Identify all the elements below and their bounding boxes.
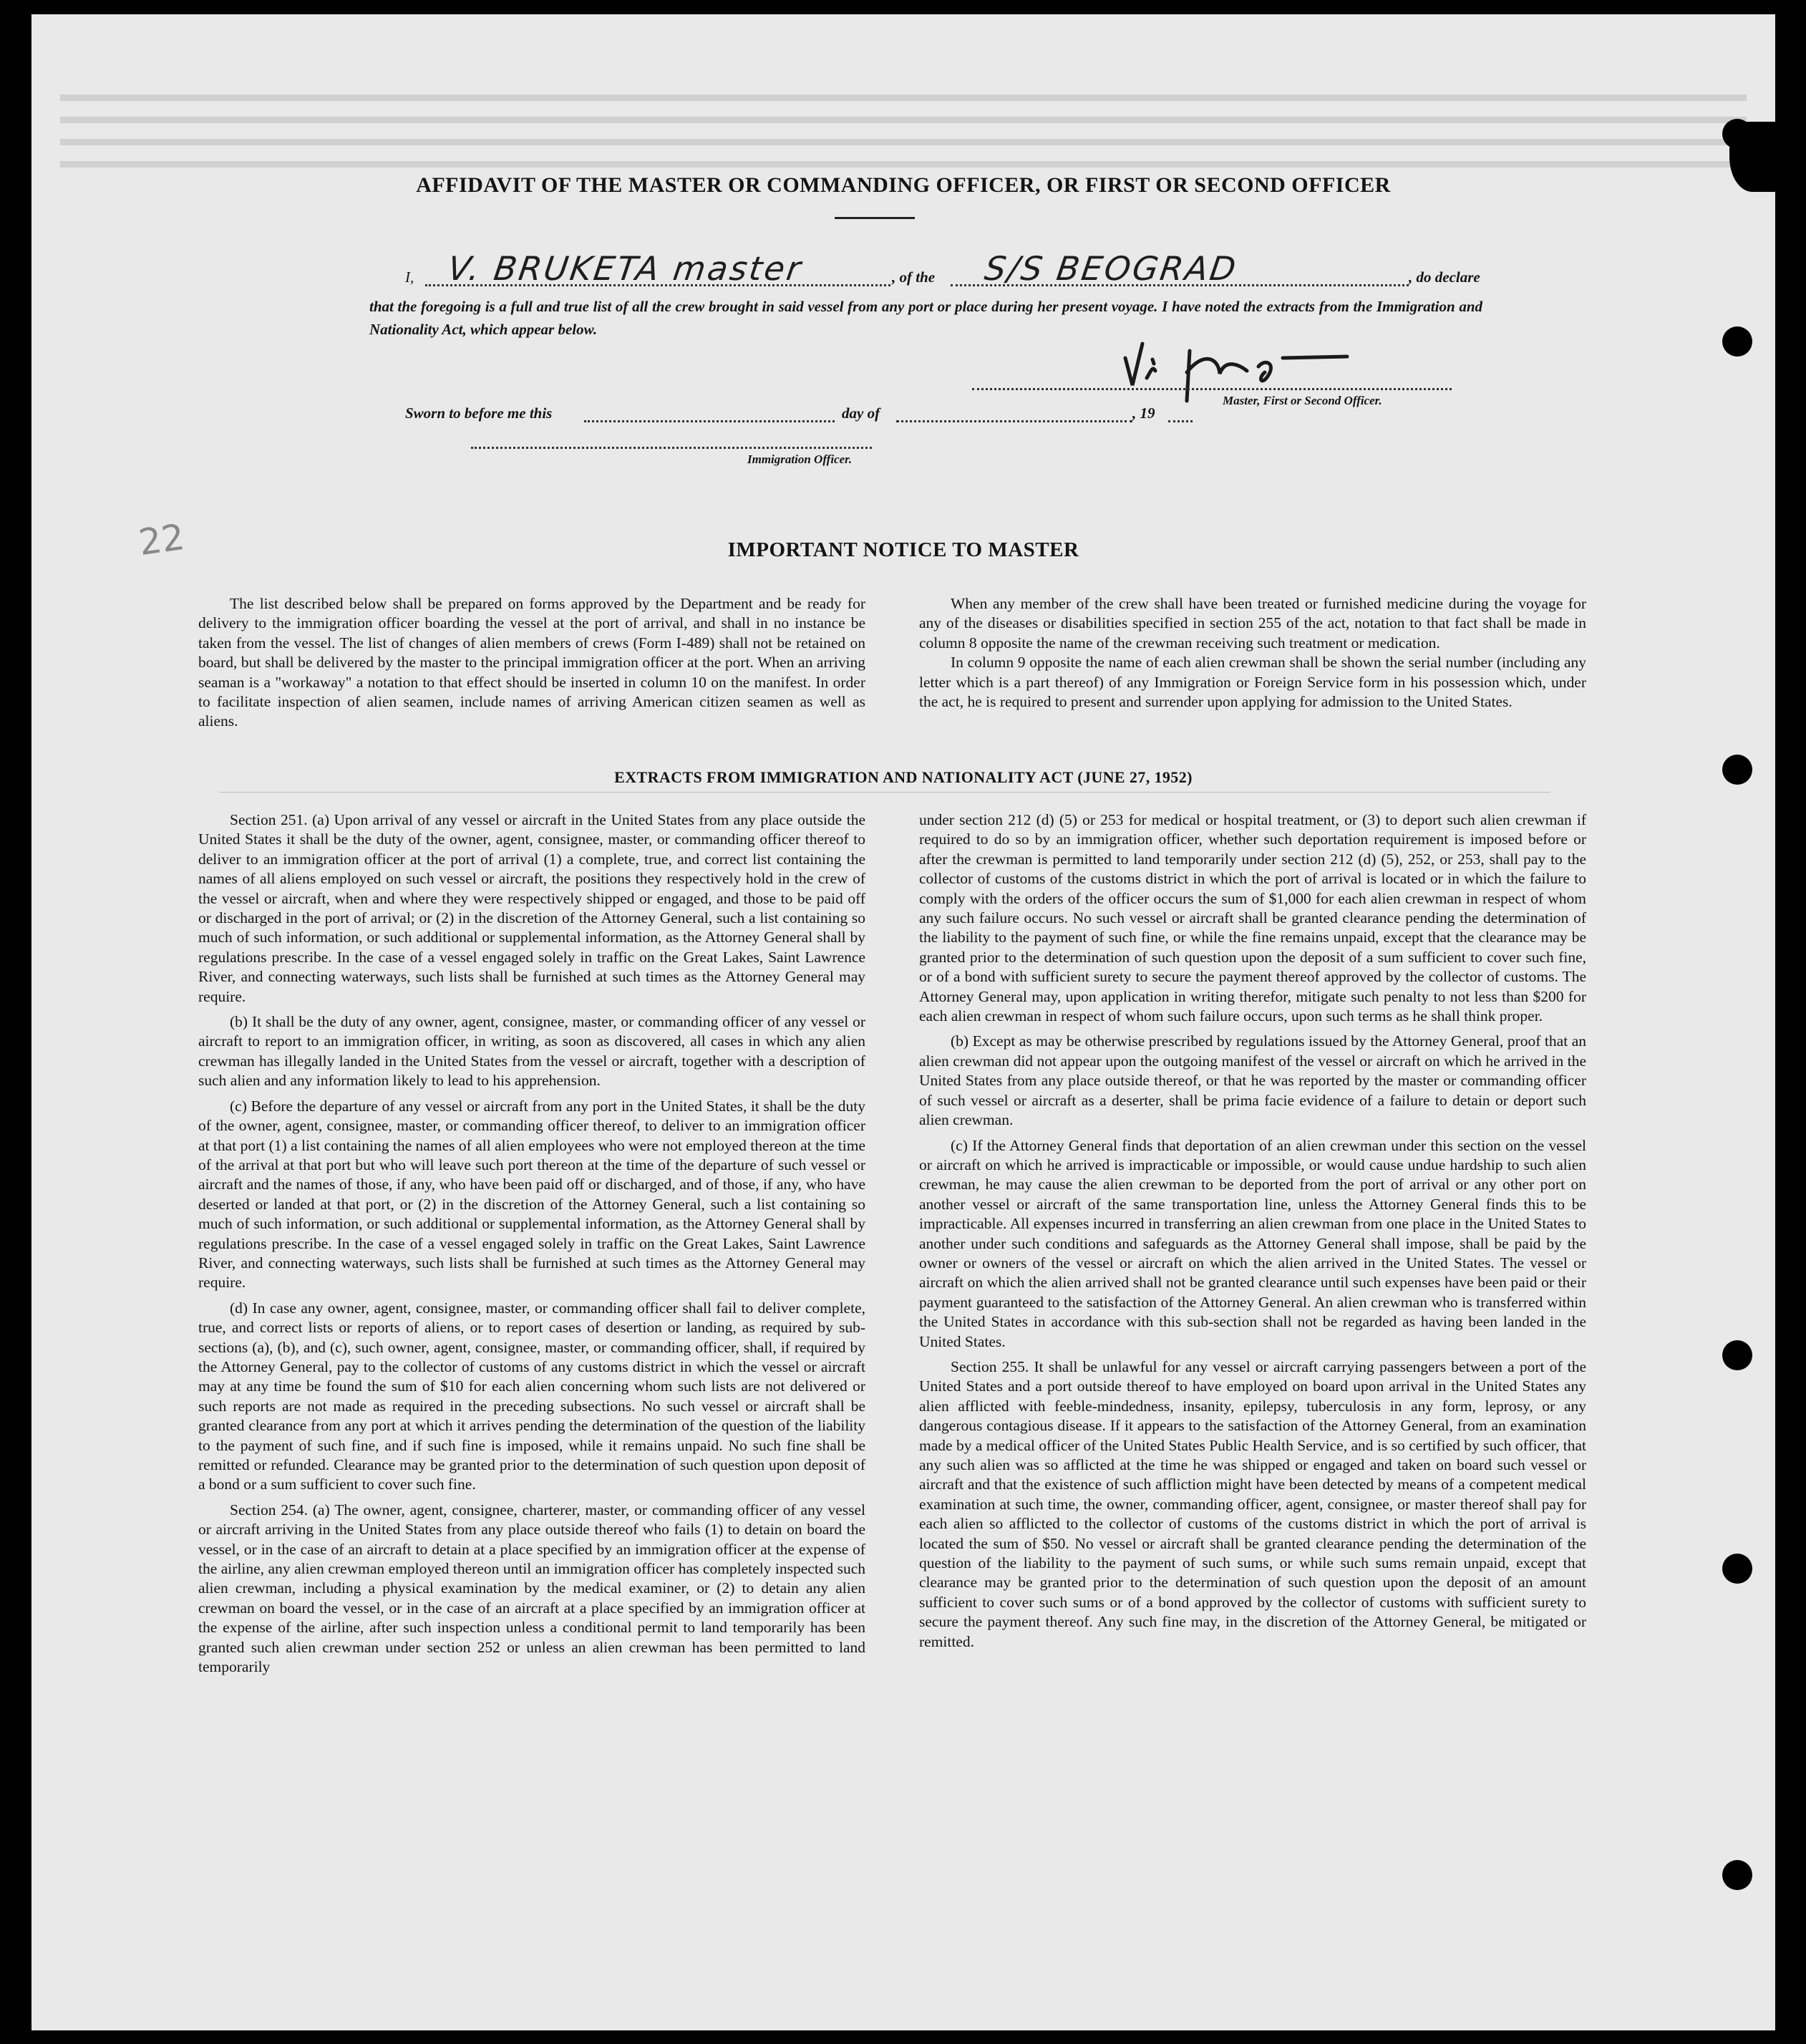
year-prefix: , 19 (1132, 405, 1155, 422)
title-rule (835, 217, 915, 219)
notice-title: IMPORTANT NOTICE TO MASTER (727, 538, 1079, 561)
sworn-year-field (1168, 420, 1193, 422)
notice-paragraph: When any member of the crew shall have been treated or furnished medicine during the voyage for any of the diseases or disabilities specified in section 255 of the act, notation to that fact shall be made in column 8 opposite the name of the crewman receiving such treatment or medication. (919, 595, 1586, 652)
sworn-day-field (584, 420, 835, 422)
sworn-prefix: Sworn to before me this (405, 405, 553, 422)
section-paragraph: under section 212 (d) (5) or 253 for medical or hospital treatment, or (3) to deport such alien crewman if required to do so by an immigration officer, whether such deportation requirement is imposed before or after the crewman is permitted to land temporarily under section 212 (d) (5), 252, or 253, shall pay to the collector of customs of the customs district in which the port of arrival is located or in which the failure to comply with the orders of the officer occurs the sum of $1,000 for each alien crewman in respect of whom any such failure occurs. No such vessel or aircraft shall be granted clearance pending the determination of the liability to the payment of such fine, or while the fine remains unpaid, except that the clearance may be granted prior to the determination of such question upon the deposit of a sum sufficient to cover such fine, or of a bond with sufficient surety to secure the payment thereof approved by the collector of customs. The Attorney General may, upon application in writing therefor, mitigate such penalty to not less than $200 for each alien crewman in respect of whom such failure occurs, upon such terms as he shall think proper. (919, 811, 1586, 1025)
section-paragraph: (d) In case any owner, agent, consignee, master, or commanding officer shall fail to deliver complete, true, and correct lists or reports of aliens, or to report cases of desertion or landing, as required by sub-sections (a), (b), and (c), such owner, agent, consignee, master, or commanding officer, shall, if required by the Attorney General, pay to the collector of customs of any customs district in which the vessel or aircraft may at any time be found the sum of $10 for each alien concerning whom such lists are not delivered or such reports are not made as required in the preceding subsections. No such vessel or aircraft shall be granted clearance from any port at which it arrives pending the determination of the question of the liability to the payment of such fine, and if such fine is imposed, while it remains unpaid. No such fine shall be remitted or refunded. Clearance may be granted prior to the determination of such question upon deposit of a bond or a sum sufficient to cover such fine. (198, 1299, 865, 1493)
day-of-label: day of (842, 405, 880, 422)
document-page (31, 14, 1775, 2030)
declaration-line (369, 251, 1482, 294)
section-paragraph: (b) Except as may be otherwise prescribed by regulations issued by the Attorney General, proof that an alien crewman did not appear upon the outgoing manifest of the vessel or aircraft on which he arrived in the United States from any place outside thereof, or that he was reported by the master or commanding officer of such vessel or aircraft as a deserter, shall be prima facie evidence of a failure to detain or deport such alien crewman. (919, 1032, 1586, 1129)
notice-paragraph: The list described below shall be prepared on forms approved by the Department and be ready for delivery to the immigration officer boarding the vessel at the port of arrival, and shall in no instance be taken from the vessel. The list of changes of alien members of crews (Form I-489) shall not be retained on board, but shall be delivered by the master to the principal immigration officer at the port. When an arriving seaman is a "workaway" a notation to that effect should be inserted in column 10 on the manifest. In order to facilitate inspection of alien seamen, include names of arriving American citizen seamen as well as aliens. (198, 595, 865, 730)
immigration-officer-caption: Immigration Officer. (747, 452, 853, 466)
notice-right-column (919, 594, 1586, 712)
sworn-month-field (896, 420, 1132, 422)
immigration-officer-line (471, 447, 872, 449)
signature-caption: Master, First or Second Officer. (1223, 394, 1382, 407)
handwritten-vessel: S/S BEOGRAD (982, 249, 1241, 288)
section-paragraph: Section 251. (a) Upon arrival of any vessel or aircraft in the United States from any place outside the United States it shall be the duty of the owner, agent, consignee, master, or commanding officer thereof to deliver to an immigration officer at the port of arrival (1) a complete, true, and correct list containing the names of all aliens employed on such vessel or aircraft, the positions they respectively hold in the crew of the vessel or aircraft, when and where they were respectively shipped or engaged, and those to be paid off or discharged in the port of arrival; or (2) in the discretion of the Attorney General, such a list containing so much of such information, or such additional or supplemental information, as the Attorney General shall by regulations prescribe. In the case of a vessel engaged solely in traffic on the Great Lakes, Saint Lawrence River, and connecting waterways, such lists shall be furnished at such times as the Attorney General may require. (198, 811, 865, 1005)
handwritten-name: V. BRUKETA master (445, 249, 805, 288)
section-paragraph: Section 254. (a) The owner, agent, consignee, charterer, master, or commanding officer of any vessel or aircraft arriving in the United States from any place outside thereof who fails (1) to detain on board the vessel, or in the case of an aircraft to detain at a place specified by an immigration officer at the expense of the airline, any alien crewman employed thereon until an immigration officer has completely inspected such alien crewman, including a physical examination by the medical examiner, or (2) to detain any alien crewman on board the vessel, or in the case of an aircraft at a place specified by an immigration officer at the expense of the airline, after such inspection unless a conditional permit to land temporarily has been granted such alien crewman under section 252 or unless an alien crewman has been permitted to land temporarily (198, 1501, 865, 1676)
notice-left-column (198, 594, 865, 732)
bleed-through-text (60, 79, 1747, 222)
extracts-title: EXTRACTS FROM IMMIGRATION AND NATIONALITY ACT (JUNE 27, 1952) (614, 768, 1193, 786)
extracts-left-column (198, 810, 865, 1682)
section-paragraph: Section 255. It shall be unlawful for any vessel or aircraft carrying passengers between a port of the United States and a port outside thereof to have employed on board upon arrival in the United States any alien afflicted with feeble-mindedness, insanity, epilepsy, tuberculosis in any form, leprosy, or any dangerous contagious disease. If it appears to the satisfaction of the Attorney General, from an examination made by a medical officer of the United States Public Health Service, and is so certified by such officer, that any such alien was so afflicted at the time he was shipped or engaged and taken on board such vessel or aircraft and that the existence of such affliction might have been detected by means of a competent medical examination at such time, the owner, commanding officer, agent, consignee, or master thereof shall pay for each alien so afflicted to the collector of customs of the customs district in which the port of arrival is located the sum of $50. No vessel or aircraft shall be granted clearance pending the determination of the question of the liability to the payment of such sums, or while such sums remain unpaid, except that clearance may be granted prior to the determination of such question upon the deposit of an amount sufficient to cover such sums or of a bond approved by the collector of customs with sufficient surety to secure the payment thereof. Any such fine may, in the discretion of the Attorney General, be mitigated or remitted. (919, 1357, 1586, 1650)
punch-hole (1722, 1860, 1752, 1890)
section-paragraph: (c) If the Attorney General finds that deportation of an alien crewman under this section on the vessel or aircraft on which he arrived is impracticable or impossible, or would cause undue hardship to such alien crewman, he may cause the alien crewman to be deported from the port of arrival or any other port on another vessel or aircraft of the same transportation line, unless the Attorney General finds this to be impracticable. All expenses incurred in transferring an alien crewman from one place in the United States to another under such conditions and safeguards as the Attorney General shall impose, shall be paid by the owner or owners of the vessel or aircraft on which the alien arrived in the United States. The vessel or aircraft on which the alien arrived shall not be granted clearance until such expenses have been paid or their payment guaranteed to the satisfaction of the Attorney General. An alien crewman who is transferred within the United States in accordance with this sub-section shall not be regarded as having been landed in the United States. (919, 1136, 1586, 1350)
punch-hole (1722, 1554, 1752, 1584)
signature-line (972, 388, 1452, 390)
extracts-right-column (919, 810, 1586, 1657)
margin-note: 22 (136, 515, 188, 564)
section-paragraph: (c) Before the departure of any vessel or aircraft from any port in the United States, it shall be the duty of the owner, agent, consignee, master, or commanding officer thereof, to deliver to an immigration officer at that port (1) a list containing the names of all alien employees who were not employed thereon at the time of the arrival at that port but who will leave such port thereon at the time of the departure of such vessel or aircraft and the names of those, if any, who have been paid off or discharged, and of those, if any, who have deserted or landed at that port, or (2) in the discretion of the Attorney General, such a list containing so much of such information, or such additional or supplemental information, as the Attorney General shall by regulations prescribe. In the case of a vessel engaged solely in traffic on the Great Lakes, Saint Lawrence River, and connecting waterways, such lists shall be furnished at such times as the Attorney General may require. (198, 1097, 865, 1292)
sworn-line (405, 394, 1193, 430)
do-declare-label: , do declare (1409, 268, 1480, 286)
affidavit-title: AFFIDAVIT OF THE MASTER OR COMMANDING OFFICER, OR FIRST OR SECOND OFFICER (416, 173, 1391, 197)
punch-hole (1722, 326, 1752, 357)
extracts-rule (219, 792, 1550, 793)
notice-paragraph: In column 9 opposite the name of each alien crewman shall be shown the serial number (including any letter which is a part thereof) of any Immigration or Foreign Service form in his possession which, under the act, he is required to present and surrender upon applying for admission to the United States. (919, 654, 1586, 711)
section-paragraph: (b) It shall be the duty of any owner, agent, consignee, master, or commanding officer of any vessel or aircraft to report to an immigration officer, in writing, as soon as discovered, all cases in which any alien crewman has illegally landed in the United States from the vessel or aircraft, together with a description of such alien and any information likely to lead to his apprehension. (198, 1013, 865, 1090)
punch-hole (1722, 1340, 1752, 1370)
declaration-prefix: I, (405, 268, 414, 286)
declaration-statement: that the foregoing is a full and true list of all the crew brought in said vessel from any port or place during her present voyage. I have noted the extracts from the Immigration and Nationality Act, which appear below. (369, 298, 1482, 338)
of-the-label: , of the (892, 268, 936, 286)
